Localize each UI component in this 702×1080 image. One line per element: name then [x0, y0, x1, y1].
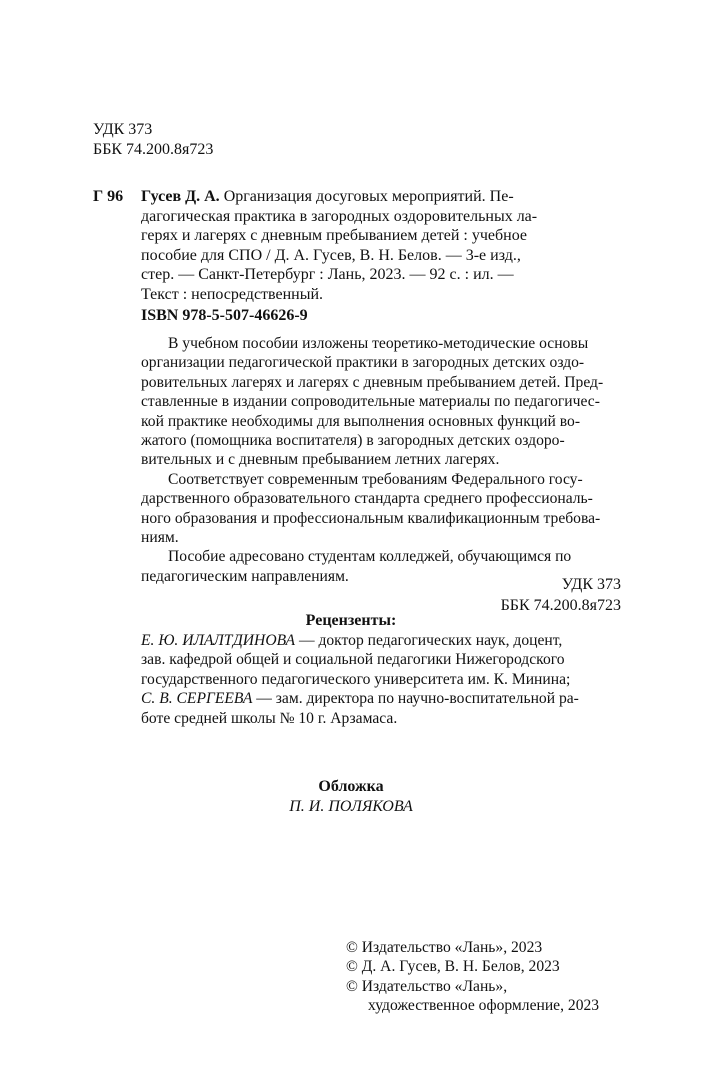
reviewer-name: С. В. СЕРГЕЕВА: [141, 690, 253, 708]
catalog-line: Текст : непосредственный.: [141, 285, 324, 303]
udk-code: УДК 373: [93, 121, 153, 138]
catalog-line: пособие для СПО / Д. А. Гусев, В. Н. Белов. — 3-е изд.,: [141, 246, 521, 264]
catalog-line: стер. — Санкт-Петербург : Лань, 2023. — 92 с. : ил. —: [141, 266, 514, 284]
abstract-line: педагогическим направлениям.: [141, 567, 349, 585]
abstract-line: организации педагогической практики в загородных детских оздо-: [141, 354, 585, 372]
reviewers-heading: Рецензенты:: [305, 612, 397, 629]
abstract-line: В учебном пособии изложены теоретико-методические основы: [168, 335, 589, 352]
abstract-line: ровительных лагерях и лагерях с дневным пребыванием детей. Пред-: [141, 373, 604, 391]
isbn: ISBN 978-5-507-46626-9: [141, 307, 308, 324]
abstract-line: жатого (помощника воспитателя) в загородных детских оздоро-: [141, 432, 565, 450]
copyright-line: © Издательство «Лань», 2023: [346, 939, 543, 956]
abstract-line: ного образования и профессиональным квалификационным требова-: [141, 509, 601, 527]
abstract-line: дарственного образовательного стандарта среднего профессиональ-: [141, 490, 593, 508]
abstract-line: Пособие адресовано студентам колледжей, обучающимся по: [168, 548, 572, 566]
reviewer-line: государственного педагогического университета им. К. Минина;: [141, 670, 571, 688]
catalog-entry: [141, 187, 621, 305]
abstract-line: кой практике необходимы для выполнения основных функций во-: [141, 412, 581, 430]
reviewer-line: — зам. директора по научно-воспитательной ра-: [252, 690, 579, 708]
cover-artist: П. И. ПОЛЯКОВА: [289, 798, 413, 815]
copyright-line: © Д. А. Гусев, В. Н. Белов, 2023: [346, 958, 560, 976]
copyright-block: [346, 938, 599, 1016]
abstract-line: Соответствует современным требованиям Федерального госу-: [168, 470, 583, 488]
copyright-line: © Издательство «Лань»,: [346, 977, 508, 995]
author-sign-code: Г 96: [93, 188, 124, 205]
catalog-line: дагогическая практика в загородных оздоровительных ла-: [141, 207, 538, 225]
reviewers-list: [141, 631, 579, 728]
abstract-line: ниям.: [141, 529, 179, 547]
bbk-code: ББК 74.200.8я723: [93, 141, 214, 158]
udk-code-right: УДК 373: [561, 576, 621, 593]
catalog-line: герях и лагерях с дневным пребыванием детей : учебное: [141, 227, 528, 245]
abstract-line: вительных и с дневным пребыванием летних лагерях.: [141, 451, 500, 469]
abstract-line: ставленные в издании сопроводительные материалы по педагогичес-: [141, 393, 600, 411]
reviewer-line: боте средней школы № 10 г. Арзамаса.: [141, 709, 398, 727]
reviewer-line: — доктор педагогических наук, доцент,: [295, 632, 563, 649]
cover-heading: Обложка: [318, 778, 384, 795]
reviewer-line: зав. кафедрой общей и социальной педагогики Нижегородского: [141, 651, 565, 669]
catalog-line: Организация досуговых мероприятий. Пе-: [219, 188, 514, 205]
abstract: [141, 334, 603, 586]
reviewer-name: Е. Ю. ИЛАЛТДИНОВА: [141, 632, 296, 649]
bbk-code-right: ББК 74.200.8я723: [500, 597, 621, 614]
copyright-line: художественное оформление, 2023: [368, 997, 600, 1015]
author-name: Гусев Д. А.: [141, 188, 220, 205]
